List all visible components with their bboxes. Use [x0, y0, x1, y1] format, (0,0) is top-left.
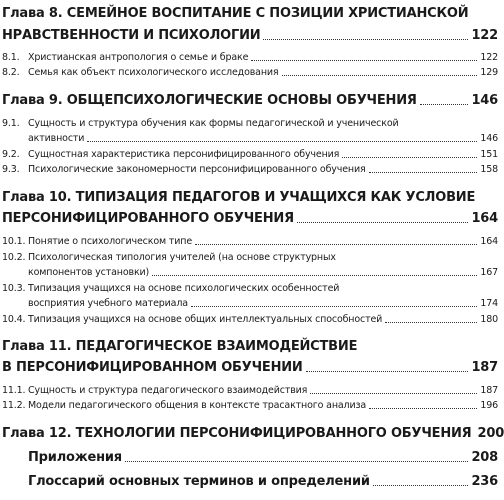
section-number: 11.2. — [2, 400, 26, 411]
dot-leader — [369, 408, 477, 409]
chapter-title-text: Глава 12. ТЕХНОЛОГИИ ПЕРСОНИФИЦИРОВАННОГО ОБУЧЕНИЯ — [2, 426, 472, 441]
page-number: 122 — [471, 28, 498, 43]
glossary-entry[interactable] — [28, 474, 498, 489]
chapter-title-text: ПЕРСОНИФИЦИРОВАННОГО ОБУЧЕНИЯ — [2, 211, 294, 226]
dot-leader — [385, 322, 477, 323]
section-number: 8.2. — [2, 67, 20, 78]
section-number: 9.1. — [2, 118, 20, 129]
page-number: 129 — [480, 67, 498, 78]
section-8-1[interactable] — [2, 52, 498, 63]
section-11-2[interactable] — [2, 400, 498, 411]
section-10-2-line1[interactable] — [2, 252, 498, 263]
dot-leader — [342, 157, 477, 158]
chapter-8-entry[interactable] — [2, 28, 498, 43]
section-11-1[interactable] — [2, 385, 498, 396]
section-number: 10.1. — [2, 236, 26, 247]
page-number: 146 — [480, 133, 498, 144]
section-9-3[interactable] — [2, 164, 498, 175]
dot-leader — [420, 104, 469, 105]
page-number: 164 — [471, 211, 498, 226]
chapter-10-title-line1[interactable] — [2, 190, 498, 205]
section-number: 9.3. — [2, 164, 20, 175]
chapter-8-title-line1[interactable] — [2, 6, 498, 21]
section-number: 10.2. — [2, 252, 26, 263]
dot-leader — [263, 39, 468, 40]
section-9-1-line1[interactable] — [2, 118, 498, 129]
chapter-title-text: НРАВСТВЕННОСТИ И ПСИХОЛОГИИ — [2, 28, 261, 43]
section-title: Христианская антропология о семье и браке — [28, 52, 249, 63]
section-title: Типизация учащихся на основе общих интеллектуальных способностей — [28, 314, 383, 325]
section-title: активности — [28, 133, 85, 144]
section-number: 9.2. — [2, 149, 20, 160]
section-10-3-line2[interactable] — [28, 298, 498, 309]
page-number: 158 — [480, 164, 498, 175]
chapter-12-entry[interactable] — [2, 426, 504, 441]
section-title: Понятие о психологическом типе — [28, 236, 193, 247]
page-number: 208 — [471, 450, 498, 465]
section-title: Сущность и структура обучения как формы педагогической и ученической — [28, 118, 399, 129]
section-10-4[interactable] — [2, 314, 498, 325]
page-number: 164 — [480, 236, 498, 247]
chapter-11-title-line1[interactable] — [2, 339, 498, 354]
section-title: Сущностная характеристика персонифицированного обучения — [28, 149, 340, 160]
section-title: Типизация учащихся на основе психологических особенностей — [28, 283, 340, 294]
chapter-9-entry[interactable] — [2, 93, 498, 108]
dot-leader — [282, 75, 478, 76]
section-number: 8.1. — [2, 52, 20, 63]
appendix-entry[interactable] — [28, 450, 498, 465]
section-number: 11.1. — [2, 385, 26, 396]
page-number: 174 — [480, 298, 498, 309]
dot-leader — [373, 485, 469, 486]
section-9-2[interactable] — [2, 149, 498, 160]
section-10-2-line2[interactable] — [28, 267, 498, 278]
page-number: 151 — [480, 149, 498, 160]
page-number: 146 — [471, 93, 498, 108]
chapter-10-entry[interactable] — [2, 211, 498, 226]
section-9-1-line2[interactable] — [28, 133, 498, 144]
page-number: 187 — [480, 385, 498, 396]
dot-leader — [297, 222, 469, 223]
page-number: 187 — [471, 360, 498, 375]
section-title: Психологическая типология учителей (на основе структурных — [28, 252, 336, 263]
section-title: Модели педагогического общения в контексте трасактного анализа — [28, 400, 367, 411]
glossary-title: Глоссарий основных терминов и определений — [28, 474, 370, 489]
section-10-3-line1[interactable] — [2, 283, 498, 294]
chapter-title-text: Глава 8. СЕМЕЙНОЕ ВОСПИТАНИЕ С ПОЗИЦИИ ХРИСТИАНСКОЙ — [2, 6, 469, 21]
section-8-2[interactable] — [2, 67, 498, 78]
section-title: восприятия учебного материала — [28, 298, 188, 309]
chapter-title-text: Глава 11. ПЕДАГОГИЧЕСКОЕ ВЗАИМОДЕЙСТВИЕ — [2, 339, 358, 354]
section-title: Сущность и структура педагогического взаимодействия — [28, 385, 308, 396]
page-number: 236 — [471, 474, 498, 489]
dot-leader — [310, 393, 477, 394]
dot-leader — [191, 306, 477, 307]
page-number: 180 — [480, 314, 498, 325]
section-number: 10.3. — [2, 283, 26, 294]
chapter-title-text: Глава 10. ТИПИЗАЦИЯ ПЕДАГОГОВ И УЧАЩИХСЯ КАК УСЛОВИЕ — [2, 190, 476, 205]
dot-leader — [306, 371, 469, 372]
dot-leader — [369, 172, 478, 173]
page-number: 167 — [480, 267, 498, 278]
page-number: 200 — [477, 426, 504, 441]
dot-leader — [87, 141, 477, 142]
dot-leader — [152, 275, 477, 276]
page-number: 122 — [480, 52, 498, 63]
section-number: 10.4. — [2, 314, 26, 325]
chapter-title-text: В ПЕРСОНИФИЦИРОВАННОМ ОБУЧЕНИИ — [2, 360, 303, 375]
appendix-title: Приложения — [28, 450, 122, 465]
dot-leader — [251, 60, 477, 61]
chapter-11-entry[interactable] — [2, 360, 498, 375]
dot-leader — [195, 244, 477, 245]
dot-leader — [125, 461, 469, 462]
section-10-1[interactable] — [2, 236, 498, 247]
section-title: Психологические закономерности персонифицированного обучения — [28, 164, 366, 175]
chapter-title-text: Глава 9. ОБЩЕПСИХОЛОГИЧЕСКИЕ ОСНОВЫ ОБУЧЕНИЯ — [2, 93, 417, 108]
page-number: 196 — [480, 400, 498, 411]
section-title: компонентов установки) — [28, 267, 150, 278]
section-title: Семья как объект психологического исследования — [28, 67, 279, 78]
